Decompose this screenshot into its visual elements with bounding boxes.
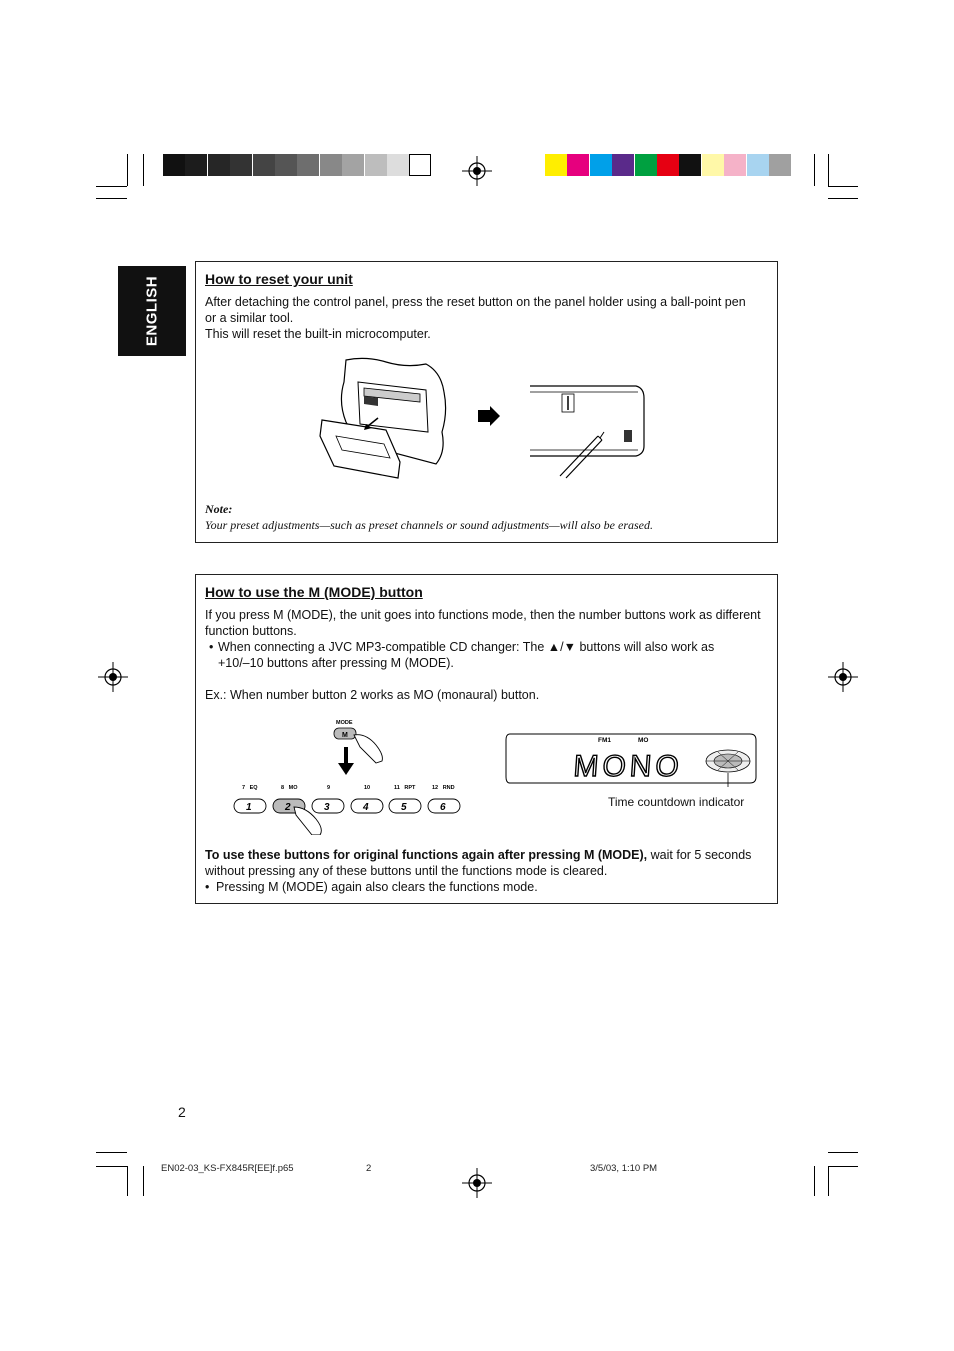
- gray-bar-swatch: [253, 154, 275, 176]
- mode-section: [195, 574, 778, 904]
- reset-section: [195, 261, 778, 543]
- time-countdown-icon: [706, 750, 750, 772]
- mode-bullet-1a: When connecting a JVC MP3-compatible CD changer: The ▲/▼ buttons will also work as: [218, 640, 715, 654]
- gray-bar-swatch: [365, 154, 387, 176]
- color-bar-swatch: [590, 154, 612, 176]
- mode-intro-2: function buttons.: [205, 624, 297, 638]
- mode-bullet-2: Pressing M (MODE) again also clears the functions mode.: [216, 880, 538, 894]
- mode-buttons-illustration: [226, 715, 466, 835]
- number-button-3: [312, 799, 344, 813]
- function-label-5: 11 RPT: [394, 785, 416, 791]
- color-bar-swatch: [747, 154, 769, 176]
- gray-bar-swatch: [230, 154, 252, 176]
- registration-mark-top: [462, 156, 492, 186]
- reset-section-title: How to reset your unit: [205, 271, 353, 287]
- function-label-6: 12 RND: [432, 785, 455, 791]
- mode-bullet-marker-1: •: [209, 640, 214, 654]
- gray-bar-swatch: [320, 154, 342, 176]
- time-countdown-label: Time countdown indicator: [608, 795, 745, 809]
- gray-bar-swatch: [275, 154, 297, 176]
- mode-closing-2: without pressing any of these buttons until the functions mode is cleared.: [205, 864, 608, 878]
- color-bar-swatch: [635, 154, 657, 176]
- lcd-display-illustration: [504, 731, 758, 787]
- color-bar-swatch: [612, 154, 634, 176]
- gray-bar-swatch: [387, 154, 409, 176]
- mode-bullet-1b: +10/–10 buttons after pressing M (MODE).: [218, 656, 454, 670]
- function-label-2: 8 MO: [281, 785, 298, 791]
- gray-bar-swatch: [208, 154, 230, 176]
- registration-mark-bottom: [462, 1168, 492, 1198]
- mode-example: Ex.: When number button 2 works as MO (monaural) button.: [205, 688, 540, 702]
- mode-closing-1: [205, 847, 751, 863]
- display-indicator: MO: [638, 737, 649, 744]
- svg-text:5: 5: [401, 802, 407, 813]
- color-bar-swatch: [545, 154, 567, 176]
- footer-file-page: 2: [366, 1163, 372, 1174]
- reset-illustration: [316, 352, 656, 482]
- gray-bar-swatch: [297, 154, 319, 176]
- svg-text:3: 3: [324, 802, 330, 813]
- svg-text:2: 2: [285, 802, 291, 813]
- svg-text:4: 4: [363, 802, 369, 813]
- page-number: 2: [178, 1104, 186, 1120]
- reset-paragraph-2: This will reset the built-in microcomputer.: [205, 327, 431, 341]
- reset-paragraph-1: After detaching the control panel, press the reset button on the panel holder using a ball-point pen: [205, 295, 746, 309]
- gray-bar-swatch: [185, 154, 207, 176]
- gray-bar-swatch: [342, 154, 364, 176]
- svg-text:6: 6: [440, 802, 446, 813]
- color-bar-swatch: [724, 154, 746, 176]
- gray-bar-swatch: [409, 154, 431, 176]
- language-tab: [118, 266, 186, 356]
- footer-timestamp: 3/5/03, 1:10 PM: [590, 1163, 658, 1174]
- registration-mark-left: [98, 662, 128, 692]
- svg-text:1: 1: [246, 802, 252, 813]
- language-tab-label: ENGLISH: [143, 275, 161, 347]
- function-label-3: 9: [327, 785, 331, 791]
- display-band: FM1: [598, 737, 611, 744]
- display-text: MONO: [572, 750, 684, 783]
- reset-note-text: Your preset adjustments—such as preset channels or sound adjustments—will also be erased.: [205, 518, 654, 532]
- mode-closing-bold: To use these buttons for original functions again after pressing M (MODE),: [205, 848, 648, 862]
- color-bar-swatch: [769, 154, 791, 176]
- footer-file-name: EN02-03_KS-FX845R[EE]f.p65: [161, 1163, 294, 1174]
- function-label-1: 7 EQ: [242, 785, 258, 791]
- svg-text:M: M: [342, 732, 348, 739]
- number-button-5: [389, 799, 421, 813]
- registration-mark-right: [828, 662, 858, 692]
- mode-key-label: MODE: [336, 720, 353, 726]
- mode-section-title: How to use the M (MODE) button: [205, 584, 423, 600]
- color-bar-swatch: [702, 154, 724, 176]
- reset-paragraph-1b: or a similar tool.: [205, 311, 294, 325]
- color-bar-swatch: [679, 154, 701, 176]
- color-bar-swatch: [567, 154, 589, 176]
- number-button-1: [234, 799, 266, 813]
- number-button-4: [351, 799, 383, 813]
- reset-note-label: Note:: [205, 502, 233, 516]
- mode-intro-1: If you press M (MODE), the unit goes into functions mode, then the number buttons work as different: [205, 608, 761, 622]
- mode-bullet-marker-2: •: [205, 880, 210, 894]
- mode-closing-rest: wait for 5 seconds: [647, 848, 752, 862]
- number-button-6: [428, 799, 460, 813]
- function-label-4: 10: [364, 785, 371, 791]
- gray-bar-swatch: [163, 154, 185, 176]
- color-bar-swatch: [657, 154, 679, 176]
